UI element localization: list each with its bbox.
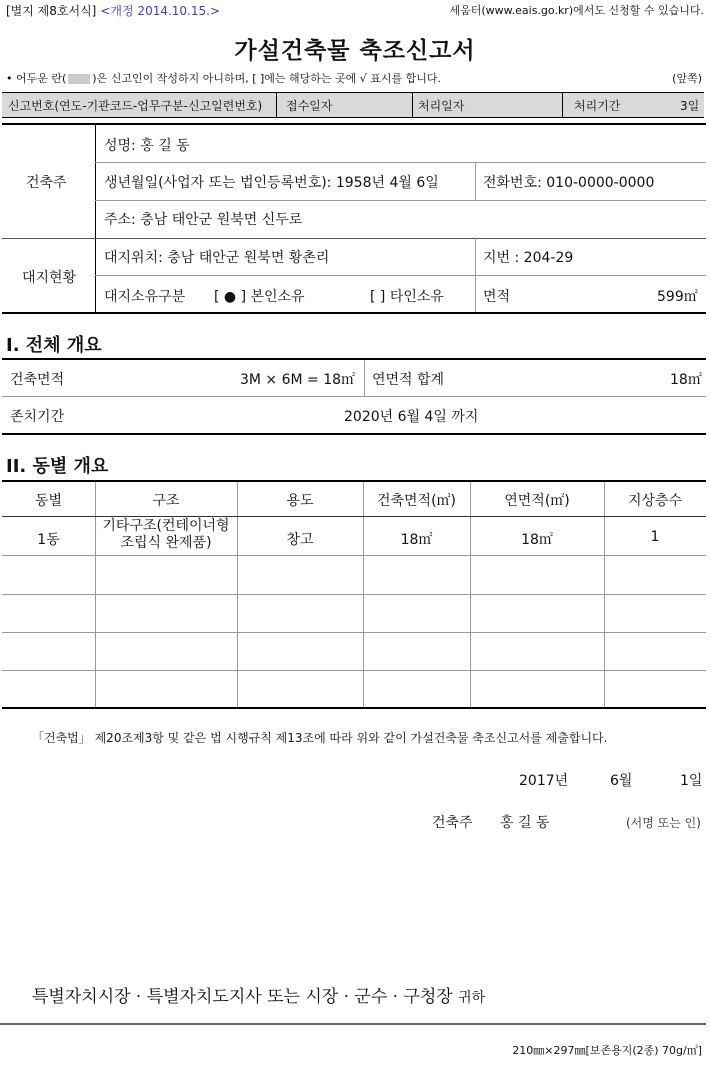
report-number-label: 신고번호(연도-기관코드-업무구분-신고일련번호) xyxy=(8,99,263,113)
build-area-label: 건축면적 xyxy=(10,372,65,388)
signature-note: (서명 또는 인) xyxy=(626,816,701,830)
site-location: 대지위치: 충남 태안군 원북면 황촌리 xyxy=(104,250,330,266)
other-land-checkbox[interactable]: [ ] 타인소유 xyxy=(370,289,444,305)
notice-text-b: )은 신고인이 작성하지 아니하며, [ ]에는 해당하는 곳에 √ 표시를 합니다. xyxy=(92,72,442,85)
row-building: 1동 xyxy=(37,532,60,548)
ownership-label: 대지소유구분 xyxy=(104,289,186,305)
owner-birth: 생년월일(사업자 또는 법인등록번호): 1958년 4월 6일 xyxy=(104,175,439,191)
date-day: 1일 xyxy=(680,773,703,789)
online-notice: 세움터(www.eais.go.kr)에서도 신청할 수 있습니다. xyxy=(449,4,704,17)
section2-title: II. 동별 개요 xyxy=(6,456,109,477)
site-area-value: 599㎡ xyxy=(657,289,698,305)
col-header-floors: 지상층수 xyxy=(627,493,683,509)
own-land-checkbox[interactable]: [ ● ] 본인소유 xyxy=(214,289,305,305)
date-month: 6월 xyxy=(610,773,633,789)
retention-period-label: 존치기간 xyxy=(10,409,65,425)
row-use: 창고 xyxy=(286,532,314,548)
signer-label: 건축주 xyxy=(432,815,473,831)
paper-spec: 210㎜×297㎜[보존용지(2종) 70g/㎡] xyxy=(512,1044,702,1057)
owner-address: 주소: 충남 태안군 원북면 신두로 xyxy=(104,212,303,228)
date-year: 2017년 xyxy=(519,773,569,789)
revision-text: <개정 2014.10.15.> xyxy=(100,4,221,18)
signer-name: 홍 길 동 xyxy=(500,815,550,831)
shaded-sample-box xyxy=(68,74,90,84)
recipient-suffix: 귀하 xyxy=(458,990,486,1006)
site-lot: 지번 : 204-29 xyxy=(483,250,574,266)
form-number xyxy=(6,2,220,19)
receipt-date-label: 접수일자 xyxy=(286,99,333,113)
col-header-building: 동별 xyxy=(34,493,63,509)
col-header-build-area: 건축면적(㎡) xyxy=(376,493,457,509)
row-floor-area: 18㎡ xyxy=(521,532,553,548)
col-header-use: 용도 xyxy=(286,493,314,509)
site-label: 대지현황 xyxy=(22,270,77,286)
recipient xyxy=(32,982,485,1007)
retention-period-value: 2020년 6월 4일 까지 xyxy=(344,409,479,425)
owner-label: 건축주 xyxy=(26,175,67,191)
floor-area-label: 연면적 합계 xyxy=(372,372,445,388)
owner-phone: 전화번호: 010-0000-0000 xyxy=(483,175,655,191)
row-structure: 기타구조(컨테이너형 조립식 완제품) xyxy=(102,518,230,551)
process-period-label: 처리기간 xyxy=(574,99,621,113)
row-build-area: 18㎡ xyxy=(400,532,433,548)
page-title: 가설건축물 축조신고서 xyxy=(234,38,476,64)
owner-name: 성명: 홍 길 동 xyxy=(104,138,190,154)
form-no-text: [별지 제8호서식] xyxy=(6,4,97,18)
floor-area-value: 18㎡ xyxy=(670,372,702,388)
build-area-value: 3M × 6M = 18㎡ xyxy=(240,372,356,388)
section1-title: I. 전체 개요 xyxy=(6,335,102,356)
col-header-structure: 구조 xyxy=(152,493,180,509)
col-header-floor-area: 연면적(㎡) xyxy=(504,493,570,509)
process-date-label: 처리일자 xyxy=(418,99,465,113)
declaration-text: 「건축법」 제20조제3항 및 같은 법 시행규칙 제13조에 따라 위와 같이 가설건축물 축조신고서를 제출합니다. xyxy=(32,731,608,745)
site-area-label: 면적 xyxy=(483,289,511,305)
page-side-label: (앞쪽) xyxy=(672,72,702,85)
row-floors: 1 xyxy=(650,529,660,545)
notice-text-a: • 어두운 란( xyxy=(6,72,67,85)
recipient-text: 특별자치시장 · 특별자치도지사 또는 시장 · 군수 · 구청장 xyxy=(32,987,453,1007)
fill-notice xyxy=(6,70,441,86)
office-use-row xyxy=(2,92,704,118)
process-period-value: 3일 xyxy=(680,99,700,113)
